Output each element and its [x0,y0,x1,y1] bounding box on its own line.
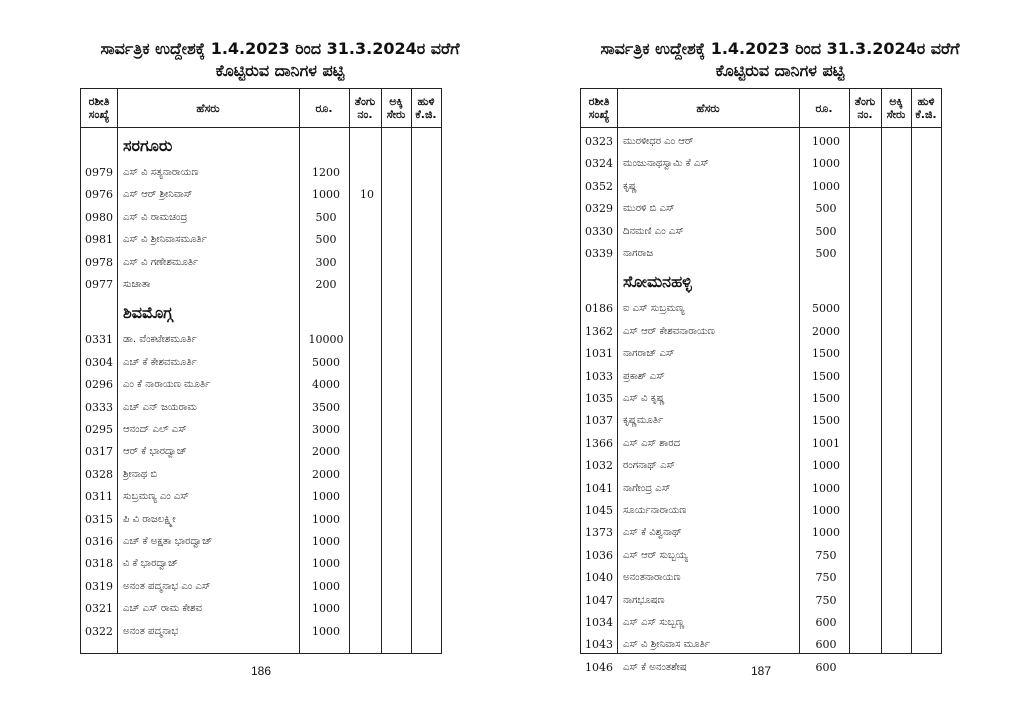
page-title: ಸಾರ್ವತ್ರಿಕ ಉದ್ದೇಶಕ್ಕೆ 1.4.2023 ರಿಂದ 31.3.2024ರ ವರೆಗೆ [100,39,460,58]
receipt-number: 0331 [85,333,113,347]
receipt-number: 0339 [585,247,613,260]
right-page [580,0,980,678]
header-name: ಹೆಸರು [196,101,220,115]
donor-name: ಎಸ್ ವಿ ಕೃಷ್ಣ [623,393,665,404]
receipt-number: 0352 [585,179,613,193]
table-row [581,131,941,153]
receipt-number: 1047 [585,593,613,607]
donor-name: ಎಚ್ ಕೆ ಕೇಶವಮೂರ್ತಿ [123,356,197,368]
table-row [81,374,441,396]
receipt-number: 0977 [85,278,113,291]
table-row [81,598,441,620]
receipt-number: 0319 [85,579,113,593]
donation-amount: 1001 [812,436,840,450]
donation-amount: 1000 [312,188,340,202]
coconut-count [849,590,885,612]
donation-amount: 1000 [312,579,340,593]
donation-amount: 2000 [312,467,340,481]
donation-amount: 1000 [812,135,840,148]
table-row [81,207,441,229]
donor-name: ಕೃಷ್ಣ [623,180,637,192]
donation-amount: 1000 [312,624,340,638]
donor-name: ಎಸ್ ಎಸ್ ಸುಬ್ಬಣ್ಣ [623,617,685,628]
coconut-count [349,464,385,486]
table-row [581,433,941,455]
coconut-count [349,441,385,463]
donor-name: ಅನಂತನಾರಾಯಣ [623,572,681,584]
table-row [81,252,441,274]
table-row [581,321,941,343]
donor-name: ನಾಗೇಂದ್ರ ಎಸ್ [623,482,671,494]
section-heading: ಸೋಮನಹಳ್ಳಿ [623,272,692,292]
table-row [581,410,941,432]
donation-amount: 1000 [812,179,840,193]
table-row [81,531,441,553]
receipt-number: 0295 [85,423,113,436]
coconut-count [849,500,885,522]
donor-name: ಎಸ್ ವಿ ಸತ್ಯನಾರಾಯಣ [123,167,199,178]
donor-name: ಎಸ್ ಎಸ್ ಶಾರದ [623,437,681,449]
donor-name: ಎಸ್ ವಿ ಶ್ರೀನಿವಾಸಮೂರ್ತಿ [123,234,207,246]
receipt-number: 0304 [85,355,113,369]
coconut-count [849,343,885,365]
donor-name: ಎಸ್ ವಿ ಶ್ರೀನಿವಾಸ ಮೂರ್ತಿ [623,639,710,651]
coconut-count [349,509,385,531]
donation-amount: 2000 [812,324,840,338]
donor-name: ಎಸ್ ಆರ್ ಶ್ರೀನಿವಾಸ್ [123,189,193,201]
table-row [81,419,441,441]
coconut-count [349,621,385,643]
donation-amount: 1000 [312,490,340,504]
coconut-count [849,198,885,220]
donor-name: ಅನಂತ ಪದ್ಮನಾಭ [123,625,179,637]
table-row [581,455,941,477]
coconut-count [849,634,885,656]
donation-amount: 1000 [812,481,840,495]
donor-name: ಆರ್ ಕೆ ಭಾರದ್ವಾಜ್ [123,446,187,458]
receipt-number: 1033 [585,369,613,383]
donation-amount: 1500 [812,369,840,383]
donation-amount: 5000 [812,302,840,316]
coconut-count [849,455,885,477]
receipt-number: 1036 [585,548,613,562]
donation-amount: 1500 [812,392,840,405]
coconut-count [349,329,385,351]
receipt-number: 0323 [585,135,613,148]
receipt-number: 1034 [585,616,613,629]
table-header [81,89,441,128]
coconut-count [349,598,385,620]
coconut-count [349,162,385,184]
page-number: 187 [750,664,772,678]
header-coconut: ತೆಂಗು ನಂ. [854,95,876,121]
coconut-count [849,612,885,634]
donor-name: ಎಸ್ ಕೆ ಅನಂತಶೇಷ [623,661,687,673]
donation-amount: 500 [815,224,837,238]
coconut-count [349,229,385,251]
donor-name: ಶ್ರೀನಾಥ ಬಿ [123,468,158,480]
coconut-count [349,531,385,553]
coconut-count [849,410,885,432]
table-row [581,522,941,544]
donation-amount: 3500 [312,400,340,414]
donor-table [80,88,442,654]
donor-name: ಮಂಜುನಾಥಸ್ವಾಮಿ ಕೆ ಎಸ್ [623,158,709,170]
coconut-count [349,397,385,419]
donation-amount: 4000 [312,378,340,392]
donation-amount: 1000 [312,557,340,571]
donor-name: ಎಸ್ ಆರ್ ಸುಬ್ಬಯ್ಯ [623,549,688,561]
receipt-number: 0979 [85,166,113,179]
receipt-number: 1362 [585,324,613,338]
table-row [81,329,441,351]
receipt-number: 0321 [85,602,113,616]
donor-name: ಕೃಷ್ಣಮೂರ್ತಿ [623,415,664,427]
donation-amount: 1000 [812,526,840,540]
donor-name: ಪ್ರಕಾಶ್ ಎಸ್ [623,370,665,382]
donation-amount: 300 [315,255,337,269]
donor-name: ಎಸ್ ವಿ ಗಣೇಶಮೂರ್ತಿ [123,256,199,268]
page-title: ಸಾರ್ವತ್ರಿಕ ಉದ್ದೇಶಕ್ಕೆ 1.4.2023 ರಿಂದ 31.3.2024ರ ವರೆಗೆ [600,39,960,58]
donation-amount: 10000 [308,333,344,347]
left-page [80,0,480,678]
coconut-count [849,545,885,567]
donation-amount: 1000 [312,512,340,526]
receipt-number: 0329 [585,202,613,216]
coconut-count [849,567,885,589]
receipt-number: 0980 [85,210,113,224]
coconut-count [349,374,385,396]
donor-name: ಎಸ್ ಆರ್ ಕೇಶವನಾರಾಯಣ [623,325,715,337]
donor-name: ಅನಂತ ಪದ್ಮನಾಭ ಎಂ ಎಸ್ [123,580,211,592]
receipt-number: 0317 [85,445,113,459]
coconut-count [849,366,885,388]
table-row [581,545,941,567]
coconut-count: 10 [360,188,374,202]
donation-amount: 600 [815,660,837,674]
page-subtitle: ಕೊಟ್ಟಿರುವ ದಾನಿಗಳ ಪಟ್ಟಿ [715,61,845,80]
receipt-number: 0333 [85,400,113,414]
coconut-count [849,433,885,455]
receipt-number: 1373 [585,526,613,540]
donor-name: ಎಸ್ ಕೆ ವಿಶ್ವನಾಥ್ [623,527,682,539]
donor-name: ಎಂ ಕೆ ನಾರಾಯಣ ಮೂರ್ತಿ [123,379,211,391]
header-rice: ಅಕ್ಕಿ ಸೇರು [886,95,906,121]
coconut-count [349,352,385,374]
receipt-number: 0322 [85,624,113,638]
coconut-count [349,576,385,598]
table-row [81,621,441,643]
table-header [581,89,941,128]
table-row [581,366,941,388]
donation-amount: 5000 [312,355,340,369]
table-row [81,553,441,575]
table-row [581,298,941,320]
receipt-number: 1035 [585,392,613,405]
donation-amount: 1500 [812,347,840,361]
table-row [81,486,441,508]
receipt-number: 1041 [585,481,613,495]
table-row [581,221,941,243]
table-row [81,352,441,374]
table-row [81,229,441,251]
coconut-count [349,419,385,441]
table-row [581,500,941,522]
donation-amount: 1000 [812,459,840,473]
donor-name: ನಾಗರಾಜ [623,248,654,259]
header-tamarind: ಹುಳಿ ಕೆ.ಜಿ. [915,95,937,121]
donor-name: ಮುರಳೀಧರ ಎಂ ಆರ್ [623,136,694,147]
header-tamarind: ಹುಳಿ ಕೆ.ಜಿ. [415,95,437,121]
table-row [581,612,941,634]
section-heading: ಸರಗೂರು [123,136,173,155]
header-amount: ರೂ. [815,101,833,115]
donor-name: ಎಚ್ ಎಸ್ ರಾಮ ಕೇಶವ [123,603,203,615]
donation-amount: 1000 [812,504,840,517]
header-name: ಹೆಸರು [696,101,720,115]
receipt-number: 0330 [585,224,613,238]
table-row [81,464,441,486]
donation-amount: 750 [815,593,837,607]
receipt-number: 1037 [585,414,613,428]
donation-amount: 1500 [812,414,840,428]
donation-amount: 500 [315,233,337,247]
table-row [81,397,441,419]
table-row [581,590,941,612]
page-subtitle: ಕೊಟ್ಟಿರುವ ದಾನಿಗಳ ಪಟ್ಟಿ [215,61,345,80]
receipt-number: 1040 [585,571,613,585]
table-row [581,343,941,365]
donation-amount: 1000 [812,157,840,171]
receipt-number: 0316 [85,535,113,548]
receipt-number: 0976 [85,188,113,202]
coconut-count [849,298,885,320]
receipt-number: 0981 [85,233,113,247]
table-row [581,176,941,198]
receipt-number: 1046 [585,660,613,674]
page-number: 186 [250,664,272,678]
table-row [581,634,941,656]
receipt-number: 0978 [85,255,113,269]
donor-name: ಮುರಳಿ ಬಿ ಎಸ್ [623,203,675,215]
donor-name: ಸೂರ್ಯನಾರಾಯಣ [623,505,687,516]
donor-name: ನಾಗಭೂಷಣ [623,594,665,606]
coconut-count [349,274,385,296]
donation-amount: 750 [815,571,837,585]
donor-name: ಎಚ್ ಎನ್ ಜಯರಾಮ [123,401,197,413]
table-row [581,153,941,175]
header-receipt-no: ರಶೀತಿ ಸಂಖ್ಯೆ [88,95,110,121]
header-receipt-no: ರಶೀತಿ ಸಂಖ್ಯೆ [588,95,610,121]
table-row [81,441,441,463]
receipt-number: 1366 [585,436,613,450]
donor-name: ಸುಬ್ರಮಣ್ಯ ಎಂ ಎಸ್ [123,491,189,503]
donation-amount: 600 [815,638,837,652]
header-coconut: ತೆಂಗು ನಂ. [354,95,376,121]
receipt-number: 0315 [85,512,113,526]
table-row [581,198,941,220]
donation-amount: 600 [815,616,837,629]
donation-amount: 2000 [312,445,340,459]
receipt-number: 1045 [585,504,613,517]
donation-amount: 3000 [312,423,340,436]
coconut-count [849,176,885,198]
coconut-count [849,153,885,175]
coconut-count [849,243,885,265]
coconut-count [849,478,885,500]
donation-amount: 500 [815,202,837,216]
donor-name: ನಾಗರಾಜ್ ಎಸ್ [623,348,675,360]
coconut-count [349,252,385,274]
receipt-number: 0311 [85,490,113,504]
receipt-number: 0186 [585,302,613,316]
table-row [81,509,441,531]
donor-name: ದಿನಮಣಿ ಎಂ ಎಸ್ [623,225,684,237]
receipt-number: 1043 [585,638,613,652]
donor-name: ಡಾ. ವೆಂಕಟೇಶಮೂರ್ತಿ [123,334,197,346]
receipt-number: 0296 [85,378,113,392]
donation-amount: 200 [315,278,337,291]
header-amount: ರೂ. [315,101,333,115]
table-row [581,478,941,500]
coconut-count [349,553,385,575]
table-row [81,576,441,598]
receipt-number: 0318 [85,557,113,571]
donation-amount: 750 [815,548,837,562]
donor-name: ವಿ ಕೆ ಭಾರದ್ವಾಜ್ [123,558,179,570]
donor-name: ಪಿ ವಿ ರಾಜಲಕ್ಷ್ಮೀ [123,513,176,525]
coconut-count [849,388,885,410]
coconut-count [349,207,385,229]
section-heading: ಶಿವಮೊಗ್ಗ [123,303,173,323]
coconut-count [849,321,885,343]
receipt-number: 0328 [85,467,113,481]
coconut-count [349,486,385,508]
donor-name: ಎಚ್ ಕೆ ಅಕ್ಷತಾ ಭಾರದ್ವಾಜ್ [123,536,213,547]
table-row [81,184,441,206]
donation-amount: 500 [315,210,337,224]
coconut-count [849,131,885,153]
table-row [581,243,941,265]
donor-name: ರಂಗನಾಥ್ ಎಸ್ [623,460,676,472]
donor-name: ಐ ಎಸ್ ಸುಬ್ರಮಣ್ಯ [623,303,685,315]
donor-name: ಸುಜಾತಾ [123,279,151,290]
donation-amount: 1000 [312,602,340,616]
receipt-number: 1032 [585,459,613,473]
table-row [581,388,941,410]
receipt-number: 1031 [585,347,613,361]
coconut-count [849,221,885,243]
coconut-count [849,522,885,544]
receipt-number: 0324 [585,157,613,171]
donation-amount: 1000 [312,535,340,548]
header-rice: ಅಕ್ಕಿ ಸೇರು [386,95,406,121]
donation-amount: 500 [815,247,837,260]
donor-name: ಆನಂದ್ ಎಲ್ ಎಸ್ [123,424,187,435]
table-row [581,567,941,589]
donation-amount: 1200 [312,166,340,179]
donor-name: ಎಸ್ ವಿ ರಾಮಚಂದ್ರ [123,211,188,223]
table-row [81,162,441,184]
table-row [81,274,441,296]
